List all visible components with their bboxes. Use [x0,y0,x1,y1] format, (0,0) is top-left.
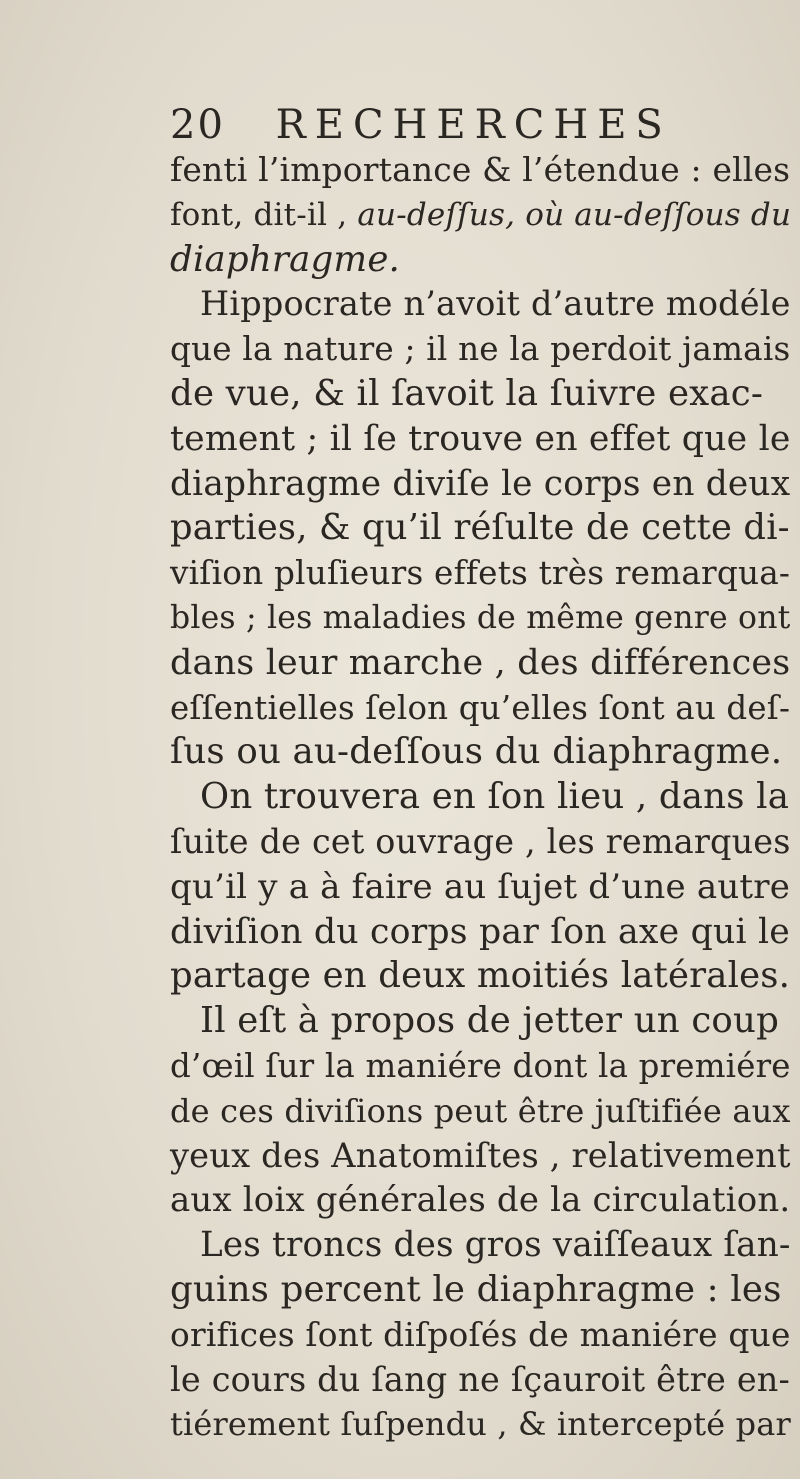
text-line [170,1358,798,1403]
text-segment: font, dit-il , [170,196,358,233]
text-line [170,1313,798,1358]
text-segment: On trouvera en ſon lieu , dans la [200,776,790,818]
text-segment: Hippocrate n’avoit d’autre modéle [200,284,791,324]
text-segment: parties, & qu’il réſulte de cette di- [170,507,790,549]
running-title: RECHERCHES [275,102,672,148]
text-line [170,1134,798,1179]
text-segment: guins percent le diaphragme : les [170,1268,782,1310]
italic-text: diaphragme. [170,238,401,280]
text-line [170,596,798,641]
text-segment: que la nature ; il ne la perdoit jamais [170,330,791,369]
text-line [170,417,798,462]
text-segment: Les troncs des gros vaiſſeaux ſan- [200,1225,791,1266]
page-number: 20 [170,102,225,148]
text-segment: qu’il y a à faire au ſujet d’une autre [170,866,791,907]
text-segment: ſuite de cet ouvrage , les remarques [170,821,791,861]
text-line [170,506,798,551]
text-line [170,238,798,283]
text-line [170,820,798,865]
text-line [170,1402,798,1447]
body-text [170,148,798,1447]
text-line [170,910,798,955]
text-segment: ſus ou au-deſſous du diaphragme. [170,731,783,773]
text-line [170,1268,798,1313]
text-segment: viſion pluſieurs effets très remarqua- [170,554,791,593]
text-line [170,327,798,372]
text-line [170,641,798,686]
text-segment: d’œil ſur la maniére dont la premiére [170,1046,791,1085]
text-segment: de vue, & il ſavoit la ſuivre exac- [170,372,764,414]
text-segment: bles ; les maladies de même genre ont [170,599,791,636]
text-segment: tiérement ſuſpendu , & intercepté par [170,1405,791,1444]
text-line [170,551,798,596]
text-line [170,775,798,820]
text-segment: orifices ſont diſpoſés de maniére que [170,1315,791,1354]
text-segment: aux loix générales de la circulation. [170,1180,791,1220]
text-segment: le cours du ſang ne ſçauroit être en- [170,1359,791,1399]
text-line [170,1044,798,1089]
text-line [170,148,798,193]
text-segment: diaphragme diviſe le corps en deux [170,463,791,504]
text-line [170,1178,798,1223]
text-segment: Il eſt à propos de jetter un coup [200,1000,780,1042]
italic-text: au-deſſus, où au-deſſous du [357,196,792,233]
text-line [170,282,798,327]
text-line [170,1089,798,1134]
text-line [170,1223,798,1268]
text-segment: fenti l’importance & l’étendue : elles [170,150,791,189]
text-line [170,954,798,999]
text-segment: partage en deux moitiés latérales. [170,955,791,997]
text-line [170,462,798,507]
text-line [170,372,798,417]
text-segment: yeux des Anatomiſtes , relativement [170,1135,791,1175]
text-segment: diviſion du corps par ſon axe qui le [170,911,790,952]
text-segment: tement ; il ſe trouve en effet que le [170,418,791,459]
page-header [170,102,672,148]
text-segment: dans leur marche , des différences [170,642,791,683]
text-segment: de ces diviſions peut être juſtifiée aux [170,1091,791,1130]
text-line [170,686,798,731]
text-line [170,193,798,238]
text-segment: eſſentielles ſelon qu’elles ſont au deſ- [170,688,791,727]
text-line [170,865,798,910]
text-line [170,999,798,1044]
text-line [170,730,798,775]
